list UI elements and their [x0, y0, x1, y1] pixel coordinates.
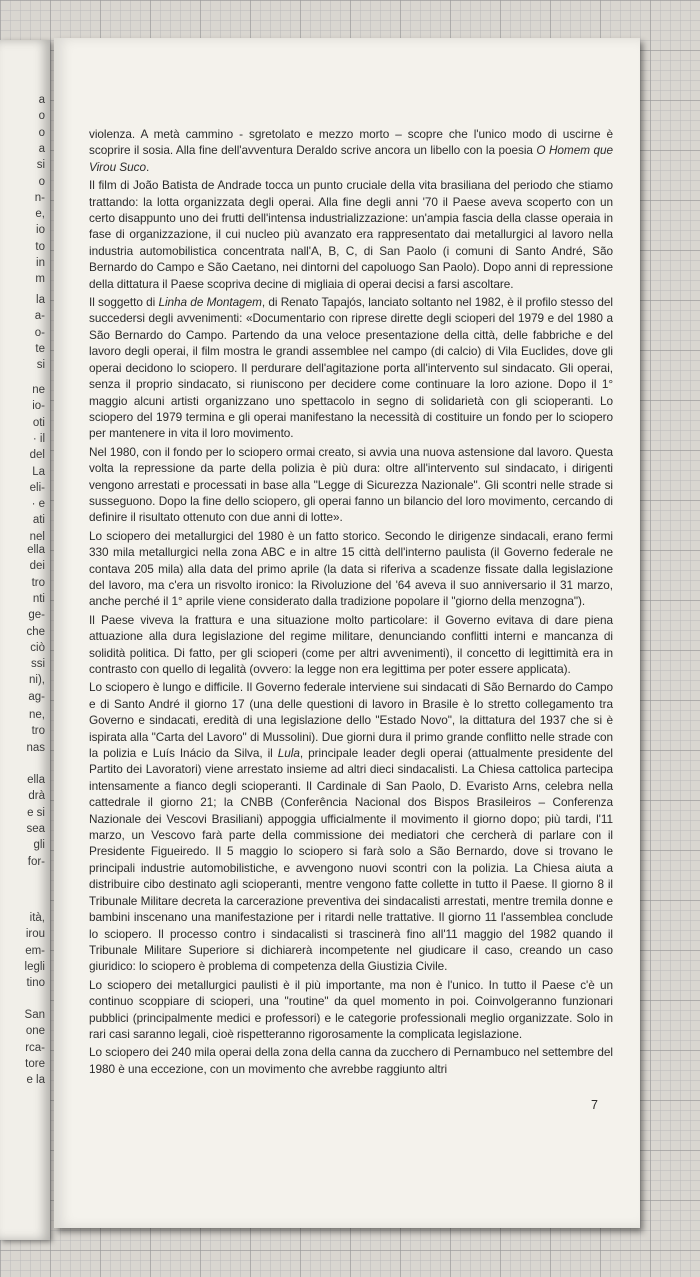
left-page-fragment: gli: [33, 839, 45, 852]
left-page-fragment: drà: [28, 790, 45, 803]
left-page-fragment: dei: [29, 560, 45, 573]
left-page-fragment: ni),: [29, 674, 45, 687]
left-page-fragment: ne: [32, 384, 45, 396]
left-page-fragment: m: [35, 273, 45, 286]
text-run: , principale leader degli operai (attualmente presidente del Partito dei Lavoratori) viene arrestato insieme ad altri dieci sindacalisti. La Chiesa cattolica partecipa intensamente a fianco degli scioperanti. Il Cardinale di San Paolo, D. Evaristo Arns, celebra nella cattedrale il giorno 21; la CNBB (Conferência Nacional dos Bispos Brasileiros – Conferenza Nazionale dei Vescovi Brasiliani) appoggia ufficialmente il movimento il giorno dopo; più tardi, l'11 marzo, un Vescovo farà parte della commissione dei mediatori che cercherà di parlare con il Presidente Figueiredo. Il 5 maggio lo sciopero si farà solo a São Bernardo, dove si trovano le principali industrie automobilistiche, e avvengono nuovi scontri con la polizia. La Chiesa aiuta a distribuire cibo destinato agli scioperanti, mentre vengono fatte collette in tutto il Paese. Il giorno 8 il Tribunale Militare decreta la carcerazione preventiva dei sindacalisti arrestati, mentre tremila donne e bambini inscenano una manifestazione per i ritardi nelle trattative. Il giorno 11 l'assemblea conclude lo sciopero. Il processo contro i sindacalisti si trascinerà fino all'11 maggio del 1982 quando il Tribunale Militare Superiore si dichiarerà incompetente nel giudicare il caso, creando un caso giuridico: lo sciopero è problema di competenza della Giustizia Civile.: [89, 746, 613, 974]
left-page-fragment: nti: [32, 592, 45, 605]
left-page-fragment: si: [36, 359, 45, 372]
left-page-fragment: · il: [32, 432, 45, 445]
text-run: Il Paese viveva la frattura e una situazione molto particolare: il Governo evitava di dare piena attuazione alla dura legislazione del regime militare, denunciando conflitti interni e mancanza di solidità politica. Di fatto, per gli scioperi (come per altri avvenimenti), il concetto di legittimità era in contrasto con quello di legalità (ovvero: la legge non era legittima per poter essere applicata).: [89, 612, 613, 676]
left-page-fragment: io-: [32, 400, 45, 413]
left-page-fragment: em-: [25, 944, 45, 957]
left-page-fragment: ssi: [30, 658, 45, 671]
left-page-fragment: n-: [34, 191, 45, 204]
text-run: , di Renato Tapajós, lanciato soltanto nel 1982, è il profilo stesso del succedersi degli avvenimenti: «Documentario con riprese dirette degli scioperi del 1979 e del 1980 a São Bernardo do Campo. Partendo da una veloce presentazione della città, delle fabbriche e del lavoro degli operai, il film mostra le grandi assemblee nel campo (di calcio) di Vila Euclides, dove gli operai decidono lo sciopero. Il perdurare dell'agitazione porta all'intervento sul sindacato. Gli operai, senza il proprio sindacato, si riuniscono per decidere come continuare la loro azione. Dopo il 1° maggio alcuni artisti organizzano uno spettacolo in segno di solidarietà con gli scioperanti. Lo sciopero del 1979 termina e gli operai manifestano la necessità di costituire un fondo per lo sciopero per mantenere in vita il loro movimento.: [89, 295, 613, 441]
left-page-fragment: for-: [27, 855, 45, 868]
left-page-fragment: o-: [34, 326, 45, 339]
left-page-fragment: e si: [27, 806, 45, 819]
italic-title: Linha de Montagem: [158, 295, 262, 310]
left-page-fragment: o: [38, 126, 45, 139]
text-run: .: [146, 159, 150, 174]
left-page-fragment: io: [36, 224, 45, 237]
paragraph: [89, 177, 613, 292]
left-page-fragment: te: [35, 342, 45, 355]
text-run: Il soggetto di: [89, 295, 159, 310]
left-page-fragment: ciò: [30, 641, 45, 654]
left-page-fragment: to: [35, 240, 45, 253]
paragraph: [89, 1044, 613, 1077]
text-run: Nel 1980, con il fondo per lo sciopero ormai creato, si avvia una nuova astensione dal lavoro. Questa volta la repressione da parte della polizia è più dura: oltre all'intervento sul sindacato, i dirigenti vengono arrestati e processati in base alla "Legge di Sicurezza Nazionale". Gli scontri nelle strade si susseguono. Dopo la fine dello sciopero, gli operai fanno un bilancio del loro movimento, cercando di definire il risultato ottenuto con due anni di lotte».: [89, 444, 613, 525]
book-page: [54, 38, 640, 1228]
paragraph: [89, 679, 613, 974]
left-page-fragment: nas: [26, 741, 45, 754]
left-page-fragment: ag-: [28, 690, 45, 703]
left-page-fragment: la: [36, 294, 45, 306]
left-page-fragment: La: [32, 465, 45, 478]
left-page-fragment: San: [24, 1009, 45, 1021]
left-page-fragment: si: [36, 159, 45, 172]
left-page-fragment: irou: [25, 928, 45, 941]
text-run: violenza. A metà cammino - sgretolato e mezzo morto – scopre che l'unico modo di uscirne è scoprire il sosia. Alla fine dell'avventura Deraldo scrive ancora un libello con la poesia: [89, 127, 613, 158]
left-page-fragment: a-: [34, 310, 45, 323]
left-page-fragment: ità,: [29, 912, 45, 924]
left-page-fragment: ella: [27, 774, 45, 786]
left-page-fragment: sea: [26, 822, 45, 835]
left-page-edge: [0, 40, 50, 1240]
paragraph: [89, 444, 613, 526]
left-page-fragment: oti: [32, 416, 45, 429]
left-page-fragment: ge-: [28, 609, 45, 622]
left-page-fragment: e,: [35, 208, 45, 221]
left-page-fragment: eli-: [29, 481, 45, 494]
text-run: Lo sciopero dei metallurgici del 1980 è un fatto storico. Secondo le dirigenze sindacali, erano fermi 330 mila metallurgici nella zona ABC e in altre 15 città dell'interno paulista (il Governo federale ne contava 205 mila) alla data del primo aprile (la data si riferiva a scadenze fissate dalla legislazione del lavoro, ma c'era un risvolto ironico: la Rivoluzione del '64 aveva il suo anniversario il 31 marzo, anche perché il 1° aprile viene considerato dalla tradizione popolare il "giorno della menzogna").: [89, 528, 613, 609]
paragraph: [89, 528, 613, 610]
left-page-fragment: tore: [25, 1057, 45, 1070]
italic-title: O Homem que Virou Suco: [89, 143, 613, 174]
left-page-fragment: ella: [27, 544, 45, 556]
italic-title: Lula: [277, 746, 300, 761]
paragraph: [89, 612, 613, 678]
text-run: Lo sciopero dei 240 mila operai della zona della canna da zucchero di Pernambuco nel settembre del 1980 è una eccezione, con un movimento che avrebbe raggiunto altri: [89, 1045, 613, 1076]
left-page-fragment: a: [38, 94, 45, 106]
left-page-fragment: tro: [31, 576, 45, 589]
left-page-fragment: rca-: [25, 1041, 45, 1054]
left-page-fragment: in: [36, 257, 45, 269]
left-page-fragment: e la: [26, 1074, 45, 1087]
left-page-fragment: o: [38, 175, 45, 188]
left-page-fragment: legli: [24, 960, 45, 973]
left-page-fragment: ne,: [29, 709, 45, 721]
paragraph: [89, 977, 613, 1043]
left-page-fragment: one: [25, 1025, 45, 1038]
paragraph: [89, 126, 613, 175]
left-page-fragment: tino: [26, 977, 45, 990]
page-body: [89, 126, 613, 1079]
text-run: Il film di João Batista de Andrade tocca un punto cruciale della vita brasiliana del periodo che stiamo trattando: la lotta organizzata degli operai. Alla fine degli anni '70 il Paese aveva scoperto con un certo disappunto uno dei frutti dell'intensa industrializzazione: un'ampia fascia della classe operaia in fase di organizzazione, il cui nucleo più avanzato era rappresentato dai metallurgici al lavoro nella industria automobilistica concentrata nall'A, B, C, di San Paolo (i comuni di Santo André, São Bernardo do Campo e São Caetano, nei dintorni del capoluogo San Paolo). Dopo anni di repressione della dittatura il Paese scopriva decine di migliaia di operai decisi a farsi ascoltare.: [89, 178, 613, 291]
text-run: Lo sciopero dei metallurgici paulisti è il più importante, ma non è l'unico. In tutto il Paese c'è un continuo scoppiare di scioperi, una "routine" da quel momento in poi. Coinvolgeranno funzionari pubblici (principalmente medici e professori) e le categorie professionali meglio organizzate. Solo in rari casi saranno legali, cioè rispetteranno rigorosamente la complicata legislazione.: [89, 977, 613, 1041]
left-page-fragment: che: [26, 625, 45, 638]
left-page-fragment: o: [38, 110, 45, 123]
text-run: Lo sciopero è lungo e difficile. Il Governo federale interviene sui sindacati di São Bernardo do Campo e di Santo André il giorno 17 (una delle questioni di lavoro in Brasile è lo stretto collegamento tra Governo e sindacati, eredità di una legislazione dello "Estado Novo", la dittatura del 1937 che si è ispirata alla "Carta del Lavoro" di Mussolini). Due giorni dura il primo grande conflitto nelle strade con la polizia e Luís Inácio da Silva, il: [89, 680, 613, 761]
paragraph: [89, 294, 613, 442]
left-page-fragment: ati: [32, 514, 45, 527]
left-page-fragment: tro: [31, 725, 45, 738]
left-page-fragment: del: [29, 449, 45, 462]
page-number: 7: [591, 1098, 598, 1112]
left-page-fragment: · e: [31, 498, 45, 511]
left-page-fragment: nel: [29, 530, 45, 543]
left-page-fragment: a: [38, 142, 45, 155]
